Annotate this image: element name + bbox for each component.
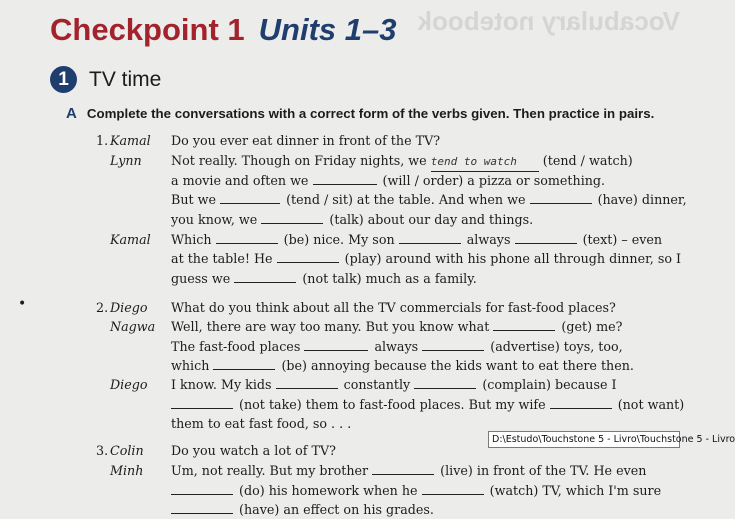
answer-blank[interactable] xyxy=(372,462,434,475)
dialogue-text: (will / order) a pizza or something. xyxy=(382,173,606,188)
answer-blank[interactable] xyxy=(493,318,555,331)
answer-blank[interactable] xyxy=(261,211,323,224)
dialogue-text: (not take) them to fast-food places. But my wife xyxy=(239,397,546,412)
dialogue-text: (be) nice. My son xyxy=(283,232,395,247)
speaker-name: Diego xyxy=(110,377,148,392)
dialogue-text: (be) annoying because the kids want to eat there then. xyxy=(281,358,634,373)
speaker-name: Colin xyxy=(110,443,144,458)
answer-blank[interactable] xyxy=(171,501,233,514)
dialogue-text: (live) in front of the TV. He even xyxy=(440,463,647,478)
speaker-name: Lynn xyxy=(110,153,142,168)
speaker-name: Nagwa xyxy=(110,319,156,334)
answer-blank[interactable] xyxy=(216,231,278,244)
handwritten-answer: tend to watch xyxy=(431,152,539,172)
answer-blank[interactable] xyxy=(171,396,233,409)
verb-hint: (get) me? xyxy=(561,319,623,334)
dialogue-text: always xyxy=(374,339,419,354)
dialogue-text: The fast-food places xyxy=(171,339,301,354)
speaker-name: Kamal xyxy=(110,133,151,148)
section-number-badge: 1 xyxy=(50,66,77,93)
answer-blank[interactable] xyxy=(213,357,275,370)
dialogue-text: constantly xyxy=(343,377,411,392)
answer-blank[interactable] xyxy=(414,376,476,389)
speaker-name: Minh xyxy=(110,463,144,478)
answer-blank[interactable] xyxy=(304,338,368,351)
dialogue-text: What do you think about all the TV commercials for fast-food places? xyxy=(171,300,616,315)
section-heading xyxy=(50,66,161,93)
dialogue-text: guess we xyxy=(171,271,231,286)
conv-number: 3. xyxy=(96,443,109,458)
answer-blank[interactable] xyxy=(515,231,577,244)
verb-hint: (advertise) toys, too, xyxy=(490,339,623,354)
dialogue-text: you know, we xyxy=(171,212,258,227)
dialogue-text: (watch) TV, which I'm sure xyxy=(489,483,662,498)
answer-blank[interactable] xyxy=(422,482,484,495)
answer-blank[interactable] xyxy=(234,270,296,283)
instruction-letter: A xyxy=(66,105,77,122)
dialogue-text: (talk) about our day and things. xyxy=(329,212,534,227)
dialogue-text: Not really. Though on Friday nights, we xyxy=(171,153,427,168)
dialogue-text: But we xyxy=(171,192,216,207)
verb-hint: (complain) because I xyxy=(482,377,617,392)
answer-blank[interactable] xyxy=(277,250,339,263)
verb-hint: (text) – even xyxy=(582,232,663,247)
margin-bullet: • xyxy=(18,296,27,312)
mirrored-background-text: Vocabulary notebook xyxy=(417,6,680,36)
dialogue-text: (not talk) much as a family. xyxy=(302,271,477,286)
verb-hint: (have) dinner, xyxy=(597,192,687,207)
dialogue-text: Do you ever eat dinner in front of the TV? xyxy=(171,133,441,148)
file-path-tooltip: D:\Estudo\Touchstone 5 - Livro\Touchstone 5 - Livro xyxy=(488,431,680,448)
verb-hint: (not want) xyxy=(617,397,685,412)
section-title: TV time xyxy=(89,67,162,91)
units-subtitle: Units 1–3 xyxy=(258,12,397,47)
answer-blank[interactable] xyxy=(422,338,484,351)
answer-blank[interactable] xyxy=(550,396,612,409)
answer-blank[interactable] xyxy=(220,191,280,204)
speaker-name: Diego xyxy=(110,300,148,315)
dialogue-text: (tend / sit) at the table. And when we xyxy=(286,192,526,207)
dialogue-text: which xyxy=(171,358,210,373)
answer-blank[interactable] xyxy=(313,172,377,185)
answer-blank[interactable] xyxy=(530,191,592,204)
dialogue-text: at the table! He xyxy=(171,251,273,266)
dialogue-text: Well, there are way too many. But you know what xyxy=(171,319,490,334)
dialogue-text: always xyxy=(466,232,511,247)
answer-blank[interactable] xyxy=(171,482,233,495)
conv-number: 2. xyxy=(96,300,109,315)
instruction-text: Complete the conversations with a correct form of the verbs given. Then practice in pairs. xyxy=(86,106,655,121)
conv-number: 1. xyxy=(96,133,109,148)
dialogue-text: a movie and often we xyxy=(171,173,309,188)
answer-blank[interactable] xyxy=(399,231,461,244)
page-title xyxy=(50,12,397,48)
answer-blank[interactable] xyxy=(276,376,338,389)
dialogue-text: Do you watch a lot of TV? xyxy=(171,443,336,458)
speaker-name: Kamal xyxy=(110,232,151,247)
instruction xyxy=(66,105,654,122)
dialogue-text: I know. My kids xyxy=(171,377,272,392)
dialogue-text: (do) his homework when he xyxy=(239,483,418,498)
checkpoint-title: Checkpoint 1 xyxy=(50,12,245,47)
dialogue-text: (have) an effect on his grades. xyxy=(239,502,434,517)
dialogue-text: them to eat fast food, so . . . xyxy=(171,416,352,431)
dialogue-text: Which xyxy=(171,232,212,247)
verb-hint: (tend / watch) xyxy=(542,153,633,168)
dialogue-text: (play) around with his phone all through dinner, so I xyxy=(344,251,682,266)
dialogue-text: Um, not really. But my brother xyxy=(171,463,369,478)
